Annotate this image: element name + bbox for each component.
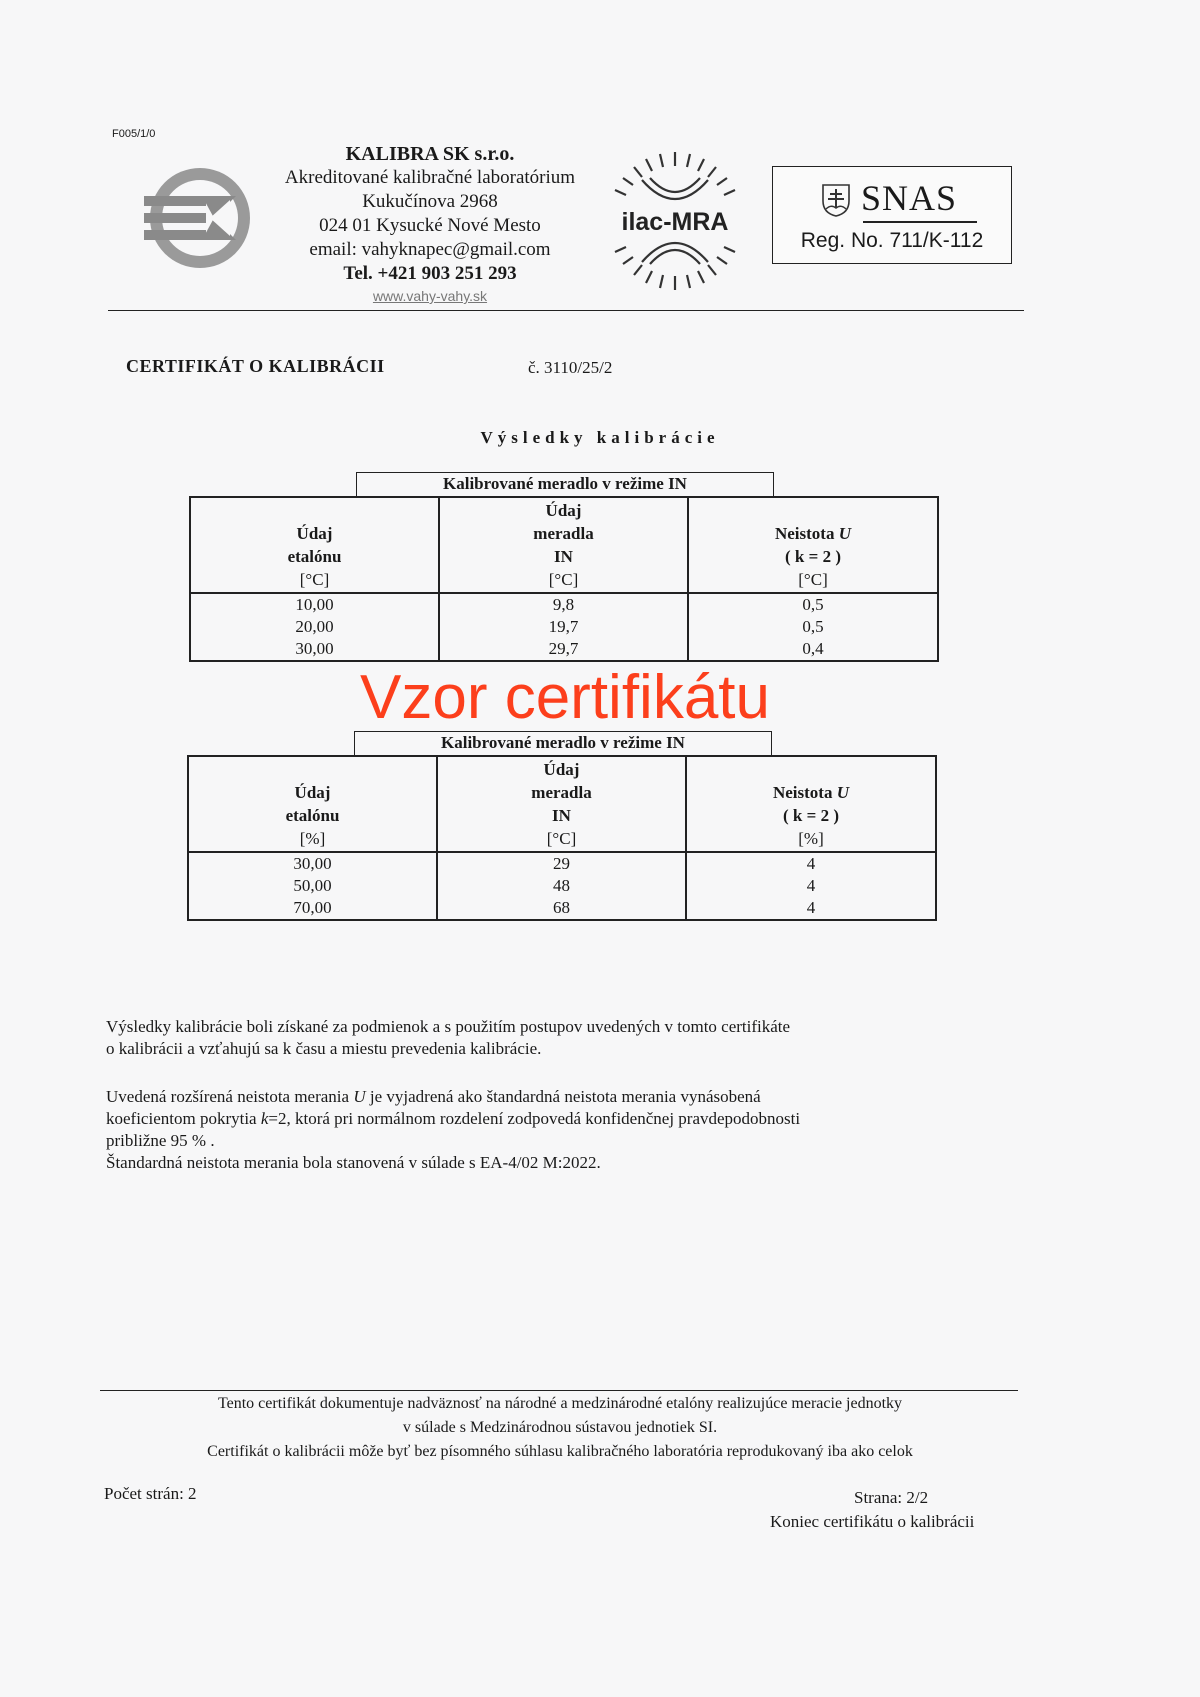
table1-col-reference: Údaj etalónu [°C]: [190, 497, 439, 593]
org-tel: Tel. +421 903 251 293: [343, 263, 517, 284]
table-row: 50,00 48 4: [188, 875, 936, 897]
org-web-link[interactable]: www.vahy-vahy.sk: [372, 288, 488, 304]
snas-underline: [863, 221, 977, 223]
table-row: 10,00 9,8 0,5: [190, 593, 938, 616]
snas-title: SNAS: [861, 178, 958, 218]
page-number: Strana: 2/2: [854, 1488, 929, 1507]
footer-divider: [100, 1390, 1018, 1391]
table2-col-uncertainty: Neistota U ( k = 2 ) [%]: [686, 756, 936, 852]
table2-header-row: [188, 756, 936, 852]
certificate-title: CERTIFIKÁT O KALIBRÁCII: [126, 356, 385, 376]
table-row: 30,00 29,7 0,4: [190, 638, 938, 661]
form-code: F005/1/0: [112, 128, 156, 140]
org-line2: Kukučínova 2968: [362, 191, 498, 212]
org-line3: 024 01 Kysucké Nové Mesto: [319, 215, 541, 236]
table-row: 30,00 29 4: [188, 852, 936, 875]
table-row: 70,00 68 4: [188, 897, 936, 920]
org-line1: Akreditované kalibračné laboratórium: [284, 167, 576, 188]
table1-col-instrument: Údaj meradla IN [°C]: [439, 497, 688, 593]
snas-reg-number: Reg. No. 711/K-112: [800, 229, 984, 252]
footer-text: Tento certifikát dokumentuje nadväznosť na národné a medzinárodné etalóny realizujúce meracie jednotky v súlade s Medzinárodnou sústavou jednotiek SI. Certifikát o kalibrácii môže byť bez písomného súhlasu kalibračného laboratória reprodukovaný iba ako celok: [207, 1395, 913, 1460]
page-count: Počet strán: 2: [104, 1484, 197, 1503]
slovak-crest-icon: [821, 183, 851, 217]
table1-header-row: [190, 497, 938, 593]
table2-caption: Kalibrované meradlo v režime IN: [354, 731, 772, 757]
sample-watermark: Vzor certifikátu: [359, 663, 771, 732]
org-name: KALIBRA SK s.r.o.: [345, 143, 515, 165]
table1: [189, 496, 939, 662]
svg-text:ilac-MRA: ilac-MRA: [621, 208, 729, 236]
end-of-certificate: Koniec certifikátu o kalibrácii: [770, 1512, 975, 1531]
table1-caption: Kalibrované meradlo v režime IN: [356, 472, 774, 498]
org-email: email: vahyknapec@gmail.com: [309, 239, 551, 260]
table-row: 20,00 19,7 0,5: [190, 616, 938, 638]
table2: [187, 755, 937, 921]
table2-col-instrument: Údaj meradla IN [°C]: [437, 756, 686, 852]
table1-col-uncertainty: Neistota U ( k = 2 ) [°C]: [688, 497, 938, 593]
organization-block: [270, 142, 590, 306]
uncertainty-paragraph: Uvedená rozšírená neistota merania U je vyjadrená ako štandardná neistota merania vynásobená koeficientom pokrytia k=2, ktorá pri normálnom rozdelení zodpovedá konfidenčnej pravdepodobnosti približne 95 % . Štandardná neistota merania bola stanovená v súlade s EA-4/02 M:2022.: [106, 1087, 801, 1172]
conditions-paragraph: Výsledky kalibrácie boli získané za podmienok a s použitím postupov uvedených v tomto certifikáte o kalibrácii a vzťahujú sa k času a miestu prevedenia kalibrácie.: [106, 1017, 791, 1058]
table2-col-reference: Údaj etalónu [%]: [188, 756, 437, 852]
header-divider: [108, 310, 1024, 311]
results-heading: Výsledky kalibrácie: [480, 428, 720, 447]
kalibra-logo: [144, 166, 260, 270]
snas-accreditation-box: [772, 166, 1012, 264]
certificate-number: č. 3110/25/2: [528, 358, 613, 377]
ilac-mra-logo: [604, 150, 746, 292]
